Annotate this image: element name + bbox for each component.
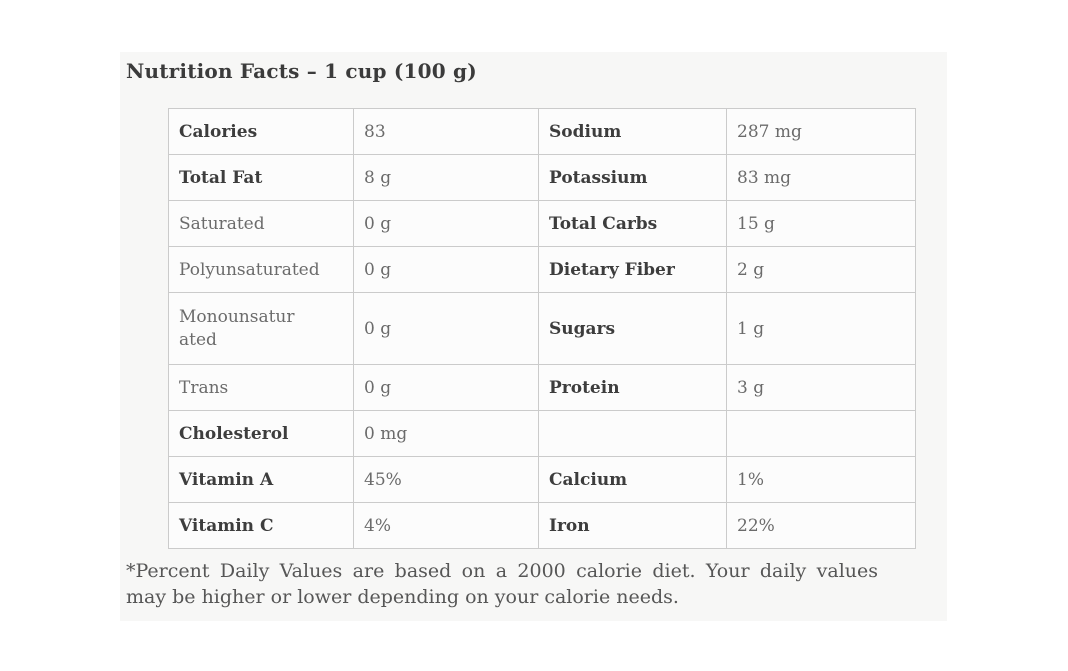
nutrient-label: Vitamin C (169, 503, 354, 549)
nutrition-panel (120, 52, 947, 621)
table-row-total-fat (169, 155, 916, 201)
nutrient-label: Calories (169, 109, 354, 155)
nutrient-value: 0 g (354, 247, 539, 293)
nutrition-table (168, 108, 916, 549)
nutrient-value: 0 g (354, 365, 539, 411)
nutrient-label-text: Monounsaturated (179, 306, 295, 350)
daily-values-footnote (126, 558, 878, 610)
table-row-vitamin-a (169, 457, 916, 503)
nutrient-label: Calcium (539, 457, 727, 503)
nutrient-value: 3 g (727, 365, 916, 411)
table-row-polyunsaturated (169, 247, 916, 293)
footnote-line-2: may be higher or lower depending on your calorie needs. (126, 586, 679, 608)
nutrient-value: 0 g (354, 201, 539, 247)
footnote-line-1: *Percent Daily Values are based on a 2000 calorie diet. Your daily values (126, 560, 878, 582)
table-row-saturated (169, 201, 916, 247)
nutrient-label: Dietary Fiber (539, 247, 727, 293)
empty-cell (539, 411, 727, 457)
table-row-vitamin-c (169, 503, 916, 549)
nutrient-label: Vitamin A (169, 457, 354, 503)
nutrient-label: Trans (169, 365, 354, 411)
empty-cell (727, 411, 916, 457)
nutrient-label: Saturated (169, 201, 354, 247)
nutrient-value: 0 mg (354, 411, 539, 457)
nutrient-value: 1 g (727, 293, 916, 365)
nutrient-value: 15 g (727, 201, 916, 247)
nutrient-value: 1% (727, 457, 916, 503)
nutrient-label: Total Fat (169, 155, 354, 201)
nutrient-value: 45% (354, 457, 539, 503)
nutrient-value: 4% (354, 503, 539, 549)
nutrient-value: 0 g (354, 293, 539, 365)
nutrient-value: 83 (354, 109, 539, 155)
table-row-cholesterol (169, 411, 916, 457)
nutrient-value: 22% (727, 503, 916, 549)
nutrient-label: Cholesterol (169, 411, 354, 457)
nutrient-label: Sugars (539, 293, 727, 365)
table-row-calories (169, 109, 916, 155)
nutrient-label: Total Carbs (539, 201, 727, 247)
nutrient-value: 287 mg (727, 109, 916, 155)
nutrient-value: 8 g (354, 155, 539, 201)
page-title: Nutrition Facts – 1 cup (100 g) (126, 59, 477, 83)
nutrient-label: Polyunsaturated (169, 247, 354, 293)
table-row-monounsaturated (169, 293, 916, 365)
nutrient-label (169, 293, 354, 365)
nutrient-label: Iron (539, 503, 727, 549)
nutrient-value: 83 mg (727, 155, 916, 201)
nutrient-label: Potassium (539, 155, 727, 201)
nutrient-label: Protein (539, 365, 727, 411)
nutrient-label: Sodium (539, 109, 727, 155)
nutrient-value: 2 g (727, 247, 916, 293)
table-row-trans (169, 365, 916, 411)
